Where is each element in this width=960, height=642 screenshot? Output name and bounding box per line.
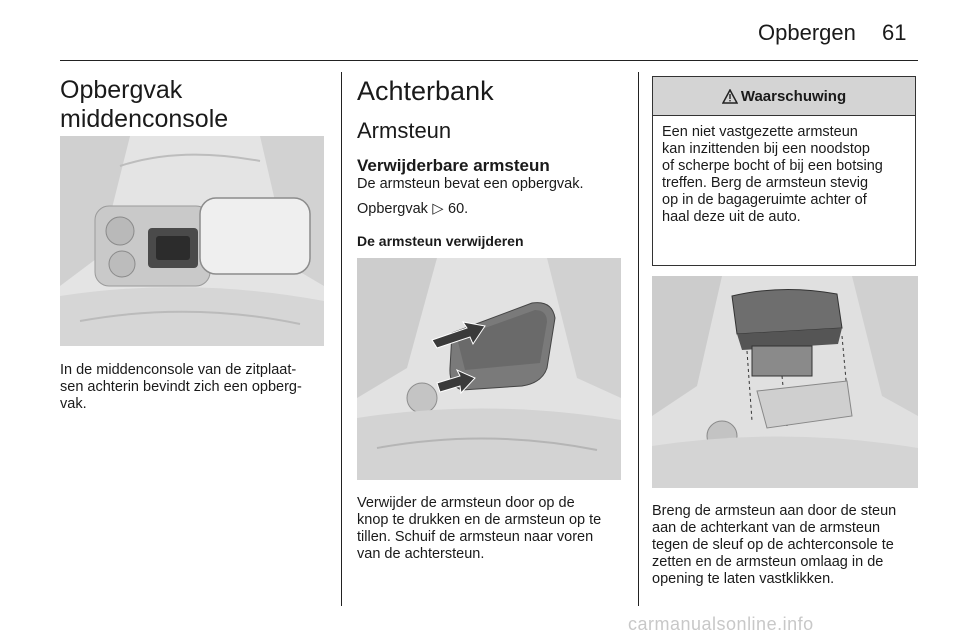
photo-install-armrest (652, 276, 918, 488)
reference-arrow-icon: ▷ (432, 201, 444, 217)
warning-box (652, 76, 916, 266)
heading-remove-armrest: De armsteun verwijderen (357, 233, 524, 249)
reference-line (357, 201, 468, 218)
section-heading-opbergvak: Opbergvak middenconsole (60, 76, 229, 133)
warning-triangle-icon (722, 89, 738, 104)
page-number: 61 (882, 20, 907, 45)
install-instructions: Breng de armsteun aan door de steun aan de achterkant van de armsteun tegen de sleuf op de achterconsole te zetten en de armsteun omlaag in de opening te laten vastklikken. (652, 503, 897, 587)
column-divider-1 (341, 72, 342, 606)
subheading-verwijderbare-armsteun: Verwijderbare armsteun (357, 156, 550, 175)
intro-text: De armsteun bevat een opbergvak. (357, 176, 584, 192)
warning-text: Een niet vastgezette armsteun kan inzittenden bij een noodstop of scherpe bocht of bij een botsing treffen. Berg de armsteun stevig op in de bagageruimte achter of haal deze uit de auto. (662, 124, 883, 225)
header-divider (60, 60, 918, 61)
reference-page[interactable]: 60. (448, 201, 469, 217)
watermark: carmanualsonline.info (628, 614, 814, 634)
section-heading-achterbank: Achterbank (357, 76, 494, 106)
column-divider-2 (638, 72, 639, 606)
page-header-title: Opbergen (758, 20, 856, 45)
warning-title: Waarschuwing (740, 87, 847, 105)
subheading-armsteun: Armsteun (357, 118, 452, 143)
photo-remove-armrest (357, 258, 621, 480)
remove-instructions: Verwijder de armsteun door op de knop te drukken en de armsteun op te tillen. Schuif de armsteun naar voren van de achtersteun. (357, 495, 602, 562)
reference-label: Opbergvak (357, 201, 428, 217)
warning-header (653, 77, 915, 116)
photo-center-console (60, 136, 324, 346)
caption-center-console: In de middenconsole van de zitplaat- sen achterin bevindt zich een opberg- vak. (60, 362, 302, 412)
